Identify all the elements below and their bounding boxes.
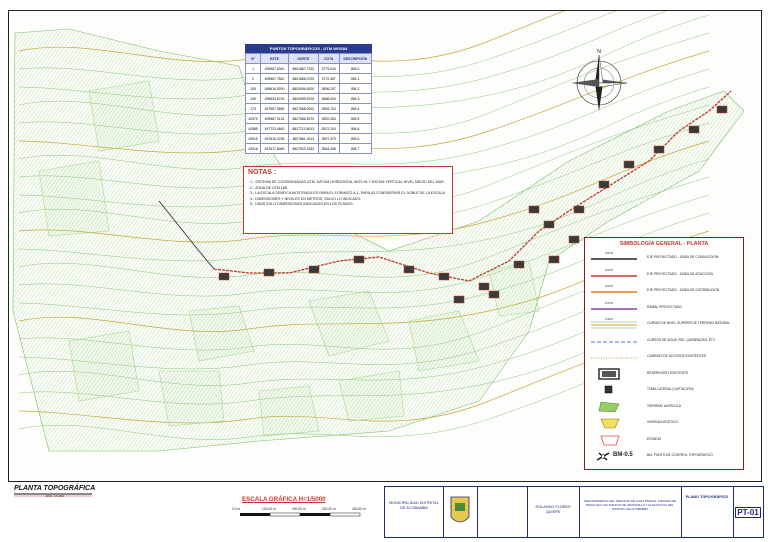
table-cell: 8627861.0113	[288, 134, 318, 144]
table-cell: 42885	[246, 124, 261, 134]
table-cell: 8603096.6200	[288, 84, 318, 94]
legend-label: VIVIENDA RUSTICO	[647, 420, 678, 424]
table-row	[246, 64, 372, 74]
table-cell: BM-6	[339, 134, 371, 144]
note-item: 1.- SISTEMA DE COORDENADAS UTM, DATUM HORIZONTAL WGS 84 Y DATUM VERTICAL NIVEL MEDIO DEL MAR.	[250, 180, 445, 184]
table-cell: 8627923.2333	[288, 144, 318, 154]
reservoir-structure	[489, 291, 499, 298]
note-item: 2.- ZONA DE UTM 18S.	[250, 185, 289, 190]
reservoir-structure	[689, 126, 699, 133]
table-row	[246, 114, 372, 124]
column-header: DESCRIPCIÓN	[339, 54, 371, 64]
table-cell: BM-4	[339, 104, 371, 114]
table-cell: 3696.297	[318, 84, 339, 94]
table-cell: 2	[246, 74, 261, 84]
notes-list	[250, 180, 448, 208]
legend-label: RAMAL PROYECTADO	[647, 304, 682, 309]
plan-subtitle: ESC. 1:5,000	[46, 494, 64, 498]
table-cell: 42915	[246, 134, 261, 144]
legend-label: EJE PROYECTADO - LÍNEA DE DISTRIBUCIÓN	[647, 288, 720, 292]
reservoir-structure	[479, 283, 489, 290]
table-cell: 3686.053	[318, 94, 339, 104]
table-cell: BM-6	[339, 124, 371, 134]
plan-title-underline	[14, 493, 94, 497]
table-cell: 497723.4643	[261, 124, 289, 134]
reservoir-structure	[354, 256, 364, 263]
reservoir-structure	[717, 106, 727, 113]
table-cell: 497617.6463	[261, 144, 289, 154]
reservoir-structure	[309, 266, 319, 273]
legend-tag: 3 000	[605, 317, 613, 321]
legend-row	[589, 384, 741, 396]
scale-label: 0.0 m	[232, 507, 241, 511]
consultant-cell	[527, 487, 580, 537]
legend-symbol-dash	[589, 335, 639, 347]
table-cell: 8627668.0910	[288, 104, 318, 114]
table-cell: 499616.5200	[261, 84, 289, 94]
reservoir-structure	[454, 296, 464, 303]
reservoir-structure	[654, 146, 664, 153]
table-cell: BM-3	[339, 94, 371, 104]
table-cell: 497557.9830	[261, 104, 289, 114]
table-cell: 3594.704	[318, 104, 339, 114]
legend-label: EJE PROYECTADO - LÍNEA DE ADUCCIÓN	[647, 271, 713, 276]
column-header: COTA	[318, 54, 339, 64]
table-cell: 3592.263	[318, 114, 339, 124]
table-cell: 173	[246, 104, 261, 114]
notes-box	[243, 166, 453, 234]
table-cell: 3772.467	[318, 74, 339, 84]
scale-bar	[240, 512, 370, 518]
legend-row	[589, 450, 741, 462]
legend-row	[589, 269, 741, 281]
reservoir-structure	[404, 266, 414, 273]
project-name: MEJORAMIENTO DEL SERVICIO DE AGUA PARA EL SISTEMA DE RIEGO EN LOS ANEXOS DE VENTANILLA Y HUANCAYOC DEL DISTRITO DE ACOBAMBA	[584, 499, 676, 511]
legend-row	[589, 252, 741, 264]
sheet-code: PT-01	[735, 507, 761, 518]
legend-label: CURVAS DE NIVEL SUPERFICIE TERRENO NATURAL	[647, 321, 730, 325]
table-cell: BM-5	[339, 114, 371, 124]
table-cell: 3597.379	[318, 134, 339, 144]
legend-symbol-reservoir	[589, 368, 639, 380]
reservoir-structure	[574, 206, 584, 213]
table-cell: 499567.6310	[261, 64, 289, 74]
table-row	[246, 74, 372, 84]
legend-symbol-field	[589, 401, 639, 413]
table-row	[246, 134, 372, 144]
table-cell: 42916	[246, 144, 261, 154]
reservoir-structure	[439, 273, 449, 280]
sheet-title: PLANO TOPOGRÁFICO	[685, 495, 729, 499]
table-cell: 8627713.5013	[288, 124, 318, 134]
note-item: 3.- LA ESCALA GRÁFICA MOSTRADA ES PARA EL FORMATO A-1, PARA A3 CONSIDERAR EL DOBLE DE LA ESCALA.	[250, 191, 446, 196]
legend-label: BM. PUNTO DE CONTROL TOPOGRÁFICO	[647, 453, 713, 457]
logo-cell	[443, 487, 478, 537]
legend-row	[589, 351, 741, 363]
legend-symbol-contour	[589, 318, 639, 330]
table-cell: 42579	[246, 114, 261, 124]
legend-label: ESTADIO	[647, 436, 662, 441]
table-row	[246, 124, 372, 134]
owner-cell	[385, 487, 444, 537]
legend-label: TOMA LATERAL (CAPTACIÓN)	[647, 387, 694, 391]
legend-row	[589, 285, 741, 297]
legend-row	[589, 417, 741, 429]
topographic-points-table	[245, 44, 372, 154]
owner-name: MUNICIPALIDAD DISTRITAL DE ACOBAMBA	[389, 501, 439, 510]
table-title: PUNTOS TOPOGRÁFICOS - UTM WGS84	[245, 44, 372, 53]
title-block	[384, 486, 764, 538]
table-cell: 499587.0131	[261, 114, 289, 124]
consultant-name: ROLANDO FLORES QUISPE	[535, 505, 571, 514]
scale-label: 400.00 m	[352, 507, 366, 511]
legend-label: TERRENO AGRÍCOLA	[647, 403, 681, 408]
legend-row	[589, 318, 741, 330]
legend-tag: 3/4"Ø	[605, 251, 613, 255]
table-cell: BM-7	[339, 144, 371, 154]
legend-label: CURSOS DE AGUA, RÍO, QUEBRADAS, ETC	[647, 337, 716, 342]
scale-label: 100.00 m	[262, 507, 276, 511]
table-row	[246, 94, 372, 104]
municipal-seal-icon	[443, 487, 477, 537]
table-cell: 3775.043	[318, 64, 339, 74]
scale-title: ESCALA GRÁFICA H=1/5000	[242, 496, 326, 503]
notes-title: NOTAS :	[248, 169, 277, 176]
table-cell: BM-0	[339, 64, 371, 74]
table-cell: 8601866.0700	[288, 74, 318, 84]
legend-row	[589, 302, 741, 314]
legend-row	[589, 335, 741, 347]
legend-box	[584, 237, 744, 470]
reservoir-structure	[219, 273, 229, 280]
legend-row	[589, 368, 741, 380]
legend-symbol-line	[589, 285, 639, 297]
legend-symbol-line	[589, 252, 639, 264]
reservoir-structure	[544, 221, 554, 228]
agricultural-field	[89, 81, 159, 151]
legend-label: CAMINOS DE ACCESOS EXISTENTES	[647, 354, 707, 358]
table-cell: 3564.265	[318, 144, 339, 154]
table-cell: BM-1	[339, 74, 371, 84]
legend-tag: 3/4"Ø	[605, 284, 613, 288]
plan-title: PLANTA TOPOGRÁFICA	[14, 485, 96, 492]
note-item: 5.- USAR SOLO DIMENSIONES INDICADAS EN LOS PLANOS.	[250, 202, 354, 207]
table-cell: 8627586.8370	[288, 114, 318, 124]
reservoir-structure	[264, 269, 274, 276]
legend-label: EJE PROYECTADO - LÍNEA DE CONDUCCIÓN	[647, 255, 719, 259]
table-cell: 105	[246, 84, 261, 94]
legend-label: RESERVORIO EXISTENTE	[647, 370, 689, 375]
table-row	[246, 84, 372, 94]
legend-row	[589, 401, 741, 413]
agricultural-field	[69, 331, 139, 401]
scale-label: 300.00 m	[322, 507, 336, 511]
sheet-title-cell	[681, 487, 734, 537]
legend-symbol-house	[589, 417, 639, 429]
table-cell: 499567.7810	[261, 74, 289, 84]
legend-row	[589, 434, 741, 446]
sheet-code-cell	[733, 487, 763, 537]
reservoir-structure	[599, 181, 609, 188]
column-header: ESTE	[261, 54, 289, 64]
blank-cell	[477, 487, 528, 537]
table-cell: 499633.8740	[261, 94, 289, 104]
legend-symbol-square	[589, 384, 639, 396]
legend-title: SIMBOLOGÍA GENERAL - PLANTA	[619, 241, 709, 247]
reservoir-structure	[624, 161, 634, 168]
reservoir-structure	[549, 256, 559, 263]
column-header: NORTE	[288, 54, 318, 64]
table-row	[246, 104, 372, 114]
column-header: N°	[246, 54, 261, 64]
table-cell: 149	[246, 94, 261, 104]
agricultural-field	[39, 161, 109, 236]
legend-symbol-line	[589, 269, 639, 281]
table-cell: 1	[246, 64, 261, 74]
reservoir-structure	[529, 206, 539, 213]
agricultural-field	[159, 371, 224, 426]
table-cell: 497616.2235	[261, 134, 289, 144]
legend-tag: BM-0.5	[613, 452, 633, 458]
legend-tag: 3/4"Ø	[605, 267, 613, 272]
note-item: 4.- DIMENSIONES Y NIVELES EN METROS, SALVO LO INDICADO.	[250, 196, 362, 201]
legend-symbol-dot	[589, 351, 639, 363]
reservoir-structure	[569, 236, 579, 243]
agricultural-field	[259, 386, 319, 436]
table-row	[246, 144, 372, 154]
legend-tag: 1/2"Ø	[605, 300, 613, 305]
table-cell: 8603099.8700	[288, 94, 318, 104]
svg-text:N: N	[597, 49, 601, 55]
scale-label: 200.00 m	[292, 507, 306, 511]
table-header-row	[246, 54, 372, 64]
reservoir-structure	[514, 261, 524, 268]
legend-symbol-line	[589, 302, 639, 314]
table-cell: 8601867.7310	[288, 64, 318, 74]
table-cell: 3572.204	[318, 124, 339, 134]
legend-symbol-stadium	[589, 434, 639, 446]
project-cell	[579, 487, 682, 537]
table-cell: BM-2	[339, 84, 371, 94]
